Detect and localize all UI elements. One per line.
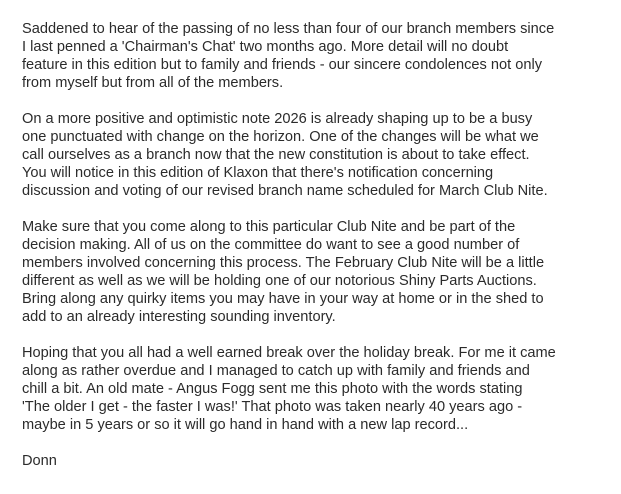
text-line: Saddened to hear of the passing of no less than four of our branch members since	[22, 21, 555, 37]
signature	[22, 452, 616, 470]
text-line: maybe in 5 years or so it will go hand in hand with a new lap record...	[22, 417, 469, 433]
text-line: Hoping that you all had a well earned break over the holiday break. For me it came	[22, 345, 556, 361]
text-line: members involved concerning this process. The February Club Nite will be a little	[22, 255, 545, 271]
text-line: 'The older I get - the faster I was!' That photo was taken nearly 40 years ago -	[22, 399, 523, 415]
text-line: discussion and voting of our revised branch name scheduled for March Club Nite.	[22, 183, 548, 199]
text-line: You will notice in this edition of Klaxon that there's notification concerning	[22, 165, 494, 181]
signature-name: Donn	[22, 453, 57, 469]
text-line: call ourselves as a branch now that the new constitution is about to take effect.	[22, 147, 530, 163]
paragraph-2026-outlook	[22, 110, 616, 200]
text-line: different as well as we will be holding one of our notorious Shiny Parts Auctions.	[22, 273, 537, 289]
paragraph-condolences	[22, 20, 616, 92]
text-line: along as rather overdue and I managed to catch up with family and friends and	[22, 363, 530, 379]
text-line: one punctuated with change on the horizon. One of the changes will be what we	[22, 129, 539, 145]
text-line: chill a bit. An old mate - Angus Fogg sent me this photo with the words stating	[22, 381, 523, 397]
paragraph-club-nite	[22, 218, 616, 326]
chairmans-chat-text	[22, 20, 616, 470]
text-line: add to an already interesting sounding inventory.	[22, 309, 336, 325]
text-line: feature in this edition but to family and friends - our sincere condolences not only	[22, 57, 542, 73]
paragraph-holiday-break	[22, 344, 616, 434]
text-line: decision making. All of us on the committee do want to see a good number of	[22, 237, 520, 253]
text-line: Make sure that you come along to this particular Club Nite and be part of the	[22, 219, 516, 235]
text-line: On a more positive and optimistic note 2026 is already shaping up to be a busy	[22, 111, 533, 127]
text-line: I last penned a 'Chairman's Chat' two months ago. More detail will no doubt	[22, 39, 509, 55]
text-line: from myself but from all of the members.	[22, 75, 284, 91]
text-line: Bring along any quirky items you may have in your way at home or in the shed to	[22, 291, 544, 307]
